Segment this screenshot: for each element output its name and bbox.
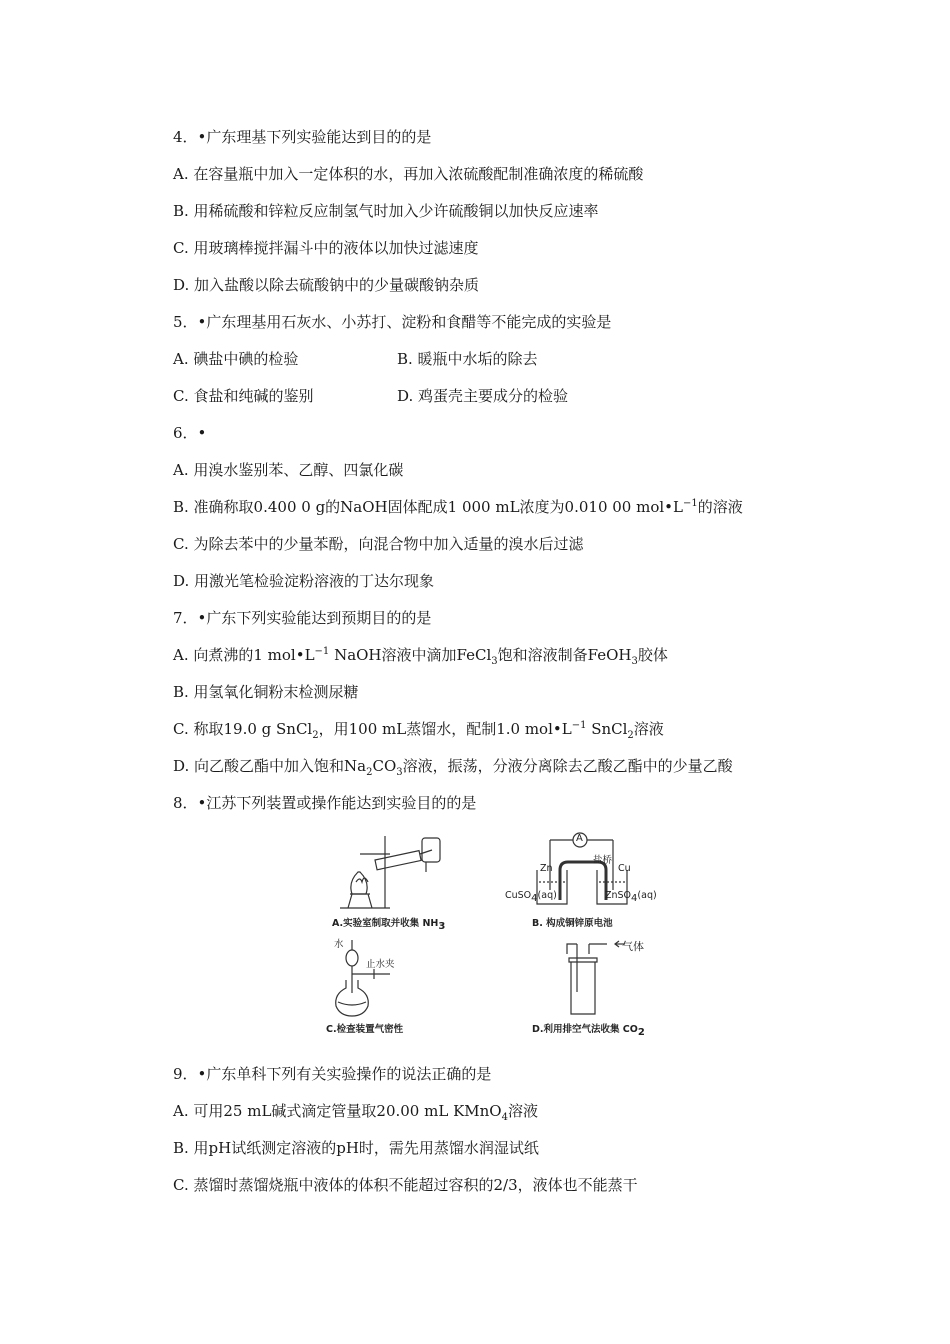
q7-option-d: D. 向乙酸乙酯中加入饱和$Na_2CO_3$溶液，振荡，分液分离除去乙酸乙酯中的少量乙酸 [173, 757, 733, 778]
q9-option-a: A. 可用25 mL碱式滴定管量取20.00 mL KMnO$_4$溶液 [173, 1102, 538, 1123]
znso4-label: ZnSO$_4$(aq) [605, 890, 657, 904]
q6-stem: 6．• [173, 424, 207, 442]
q5-option-a: A. 碘盐中碘的检验 [173, 350, 299, 368]
caption-a: A.实验室制取并收集 $NH_3$ [332, 918, 446, 932]
q4-stem: 4．•广东理基下列实验能达到目的的是 [173, 128, 432, 146]
q4-option-b: B. 用稀硫酸和锌粒反应制氢气时加入少许硫酸铜以加快反应速率 [173, 202, 599, 220]
q5-option-b: B. 暖瓶中水垢的除去 [397, 350, 538, 368]
q7-option-c: C. 称取19.0 g SnCl$_2$，用100 mL蒸馏水，配制1.0 $mol•L^{-1}$ SnCl$_2$溶液 [173, 720, 664, 741]
q5-option-d: D. 鸡蛋壳主要成分的检验 [397, 387, 569, 405]
clamp-label: 止水夹 [366, 959, 395, 970]
q6-option-c: C. 为除去苯中的少量苯酚，向混合物中加入适量的溴水后过滤 [173, 535, 584, 553]
cu-label: Cu [618, 863, 631, 874]
gas-label: 气体 [622, 940, 644, 953]
q6-option-a: A. 用溴水鉴别苯、乙醇、四氯化碳 [173, 461, 404, 479]
caption-d: D.利用排空气法收集 $CO_2$ [532, 1024, 645, 1038]
water-label: 水 [334, 939, 344, 950]
q4-option-a: A. 在容量瓶中加入一定体积的水，再加入浓硫酸配制准确浓度的稀硫酸 [173, 165, 644, 183]
q7-option-a: A. 向煮沸的1 $mol•L^{-1}$ NaOH溶液中滴加FeCl$_3$饱和溶液制备FeOH$_3$胶体 [173, 646, 668, 667]
zn-label: Zn [540, 863, 553, 874]
q9-option-c: C. 蒸馏时蒸馏烧瓶中液体的体积不能超过容积的2/3，液体也不能蒸干 [173, 1176, 638, 1194]
q9-stem: 9．•广东单科下列有关实验操作的说法正确的是 [173, 1065, 492, 1083]
ammeter-label: A [576, 833, 583, 844]
q7-stem: 7．•广东下列实验能达到预期目的的是 [173, 609, 432, 627]
caption-b: B. 构成铜锌原电池 [532, 918, 613, 929]
q9-option-b: B. 用pH试纸测定溶液的pH时，需先用蒸馏水润湿试纸 [173, 1139, 539, 1157]
q6-option-b: B. 准确称取0.400 0 g的NaOH固体配成1 000 mL浓度为0.010 00 $mol•L^{-1}$的溶液 [173, 498, 743, 516]
q5-row-ab [173, 349, 298, 369]
q8-figure [300, 828, 660, 1043]
salt-bridge-label: 盐桥 [593, 855, 613, 866]
caption-c: C.检查装置气密性 [326, 1024, 404, 1035]
q5-option-c: C. 食盐和纯碱的鉴别 [173, 387, 314, 405]
q4-option-c: C. 用玻璃棒搅拌漏斗中的液体以加快过滤速度 [173, 239, 479, 257]
q5-stem: 5．•广东理基用石灰水、小苏打、淀粉和食醋等不能完成的实验是 [173, 313, 612, 331]
q4-option-d: D. 加入盐酸以除去硫酸钠中的少量碳酸钠杂质 [173, 276, 480, 294]
apparatus-c-diagram [330, 938, 420, 1018]
q8-stem: 8．•江苏下列装置或操作能达到实验目的的是 [173, 794, 477, 812]
q6-option-d: D. 用激光笔检验淀粉溶液的丁达尔现象 [173, 572, 435, 590]
q7-option-b: B. 用氢氧化铜粉末检测尿糖 [173, 683, 359, 701]
cuso4-label: CuSO$_4$(aq) [505, 890, 557, 904]
apparatus-a-diagram [330, 832, 450, 912]
